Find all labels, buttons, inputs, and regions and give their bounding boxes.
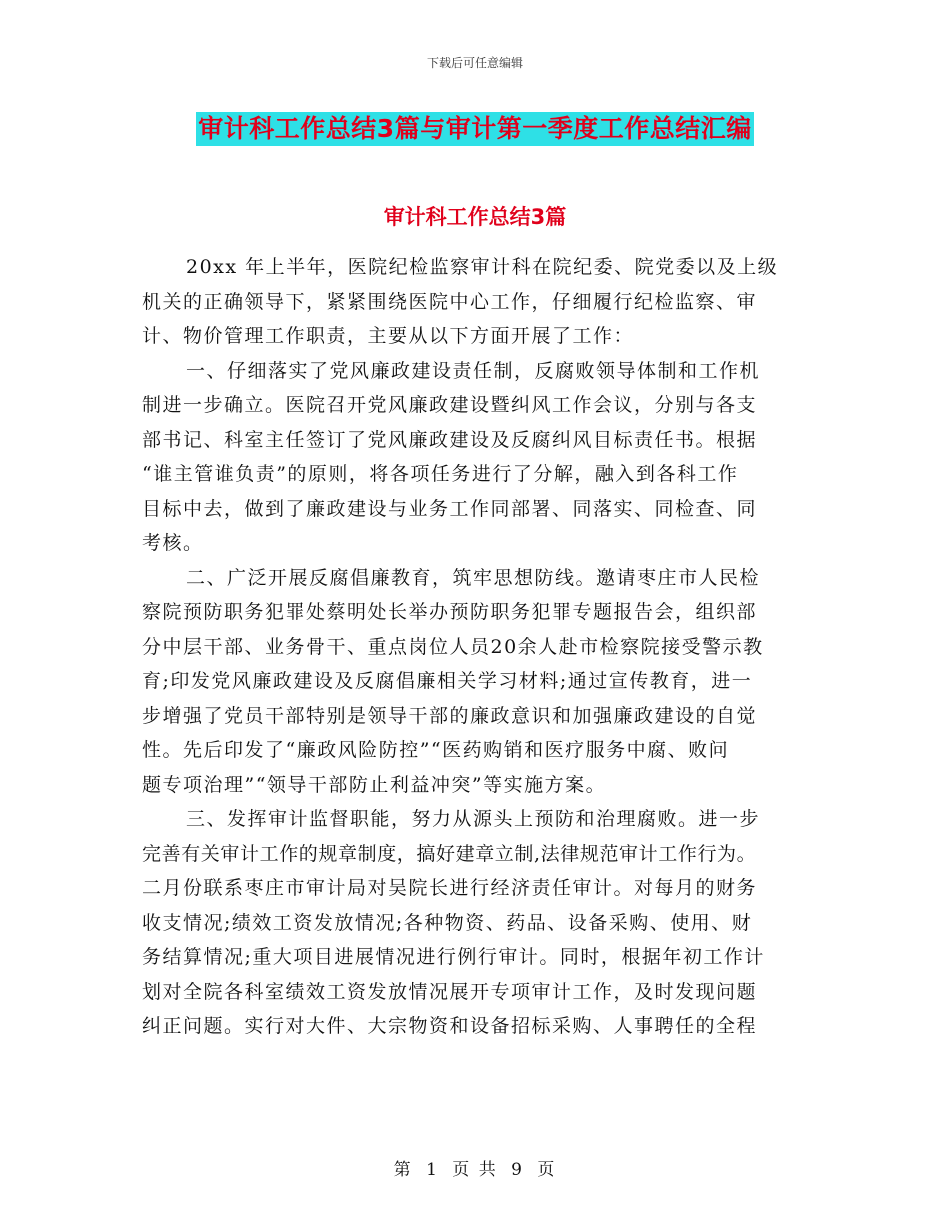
section-title: 审计科工作总结3篇	[383, 205, 567, 229]
paragraph-1-line-2: 机关的正确领导下，紧紧围绕医院中心工作，仔细履行纪检监察、审	[142, 290, 758, 313]
footer-suffix: 页	[537, 1160, 557, 1180]
paragraph-4-line-1: 三、发挥审计监督职能，努力从源头上预防和治理腐败。进一步	[186, 808, 761, 830]
paragraph-4-line-2: 完善有关审计工作的规章制度，搞好建章立制,法律规范审计工作行为。	[142, 842, 757, 865]
paragraph-3-line-5: 步增强了党员干部特别是领导干部的廉政意识和加强廉政建设的自觉	[142, 704, 758, 727]
paragraph-4-line-5: 务结算情况;重大项目进展情况进行例行审计。同时，根据年初工作计	[142, 946, 765, 968]
body-text	[142, 250, 826, 1044]
paragraph-3-line-4: 育;印发党风廉政建设及反腐倡廉相关学习材料;通过宣传教育，进一	[142, 670, 753, 692]
paragraph-4-line-7: 纠正问题。实行对大件、大宗物资和设备招标采购、人事聘任的全程	[142, 1015, 758, 1037]
paragraph-2-line-5: 目标中去，做到了廉政建设与业务工作同部署、同落实、同检查、同	[142, 497, 758, 520]
paragraph-1-line-3: 计、物价管理工作职责，主要从以下方面开展了工作：	[142, 325, 635, 347]
paragraph-4-line-3: 二月份联系枣庄市审计局对吴院长进行经济责任审计。对每月的财务	[142, 877, 758, 899]
paragraph-2-line-1: 一、仔细落实了党风廉政建设责任制，反腐败领导体制和工作机	[186, 359, 761, 382]
paragraph-4-line-6: 划对全院各科室绩效工资发放情况展开专项审计工作，及时发现问题	[142, 980, 758, 1003]
document-title-container	[0, 112, 950, 146]
paragraph-1-line-1: 20xx 年上半年，医院纪检监察审计科在院纪委、院党委以及上级	[186, 256, 779, 278]
footer-total-pages: 9	[511, 1160, 524, 1180]
document-title: 审计科工作总结3篇与审计第一季度工作总结汇编	[196, 112, 753, 146]
paragraph-3-line-7: 题专项治理”“领导干部防止利益冲突”等实施方案。	[142, 773, 607, 796]
paragraph-2-line-3: 部书记、科室主任签订了党风廉政建设及反腐纠风目标责任书。根据	[142, 428, 758, 451]
paragraph-2-line-2: 制进一步确立。医院召开党风廉政建设暨纠风工作会议，分别与各支	[142, 394, 758, 416]
paragraph-4-line-4: 收支情况;绩效工资发放情况;各种物资、药品、设备采购、使用、财	[142, 911, 753, 934]
paragraph-3-line-2: 察院预防职务犯罪处蔡明处长举办预防职务犯罪专题报告会，组织部	[142, 601, 758, 623]
footer-current-page: 1	[426, 1160, 439, 1180]
header-note: 下载后可任意编辑	[426, 56, 523, 70]
paragraph-3-line-1: 二、广泛开展反腐倡廉教育，筑牢思想防线。邀请枣庄市人民检	[186, 566, 761, 589]
footer-prefix: 第	[393, 1160, 413, 1180]
paragraph-3-line-6: 性。先后印发了“廉政风险防控”“医药购销和医疗服务中腐、败问	[142, 739, 730, 761]
paragraph-2-line-4: “谁主管谁负责”的原则，将各项任务进行了分解，融入到各科工作	[142, 463, 739, 485]
footer-middle: 页 共	[452, 1160, 498, 1180]
paragraph-2-line-6: 考核。	[142, 532, 204, 554]
paragraph-3-line-3: 分中层干部、业务骨干、重点岗位人员20余人赴市检察院接受警示教	[142, 635, 764, 658]
page-footer	[0, 1155, 950, 1180]
